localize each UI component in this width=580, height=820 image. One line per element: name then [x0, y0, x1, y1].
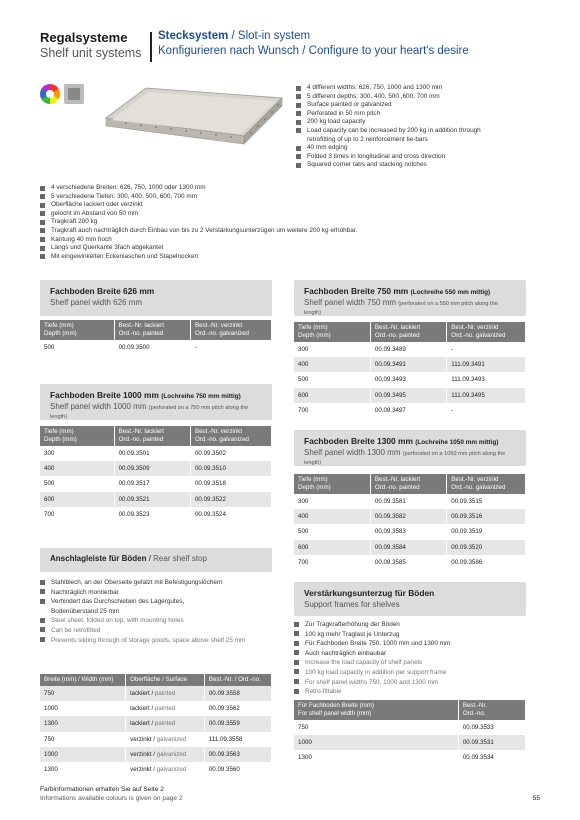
tagline: Konfigurieren nach Wunsch / Configure to your heart's desire [158, 45, 469, 57]
support-frame-header [294, 582, 526, 616]
table-header-row [40, 674, 272, 686]
table-row: 700 00.09.3523 00.09.3524 [40, 507, 272, 522]
column-header: Best.-Nr. Ord.-no. [458, 700, 525, 720]
panel-626-header [40, 280, 272, 316]
list-item: 5 different depths: 300, 400, 500 ,600, 700 mm [296, 93, 546, 102]
list-item: 4 different widths: 626, 750, 1000 and 1300 mm [296, 84, 546, 93]
table-row: 600 00.09.3584 00.09.3520 [294, 540, 526, 555]
column-header: Für Fachboden Breite (mm) For shelf panel width (mm) [294, 700, 458, 720]
panel-750-subtitle: Shelf panel width 750 mm [304, 298, 397, 307]
shelf-stop-title: Anschlagleiste für Böden [50, 554, 147, 563]
list-item: Auch nachträglich einbaubar [294, 649, 534, 659]
panel-1300-title: Fachboden Breite 1300 mm [304, 436, 413, 446]
footer-note-de: Farbinformationen erhalten Sie auf Seite 2 [40, 786, 164, 793]
shelf-panel-image [86, 76, 286, 156]
list-item: Stahlblech, an der Oberseite gefalzt mit Befestigungslöchern [40, 578, 280, 588]
panel-1000-subtitle-note: (perforated on a 750 mm pitch along the length) [50, 405, 249, 420]
list-item: Für Fachboden Breite 750, 1000 mm und 1300 mm [294, 639, 534, 649]
table-row: 500 00.09.3500 - [40, 340, 272, 355]
shelf-stop-header: Anschlagleiste für Böden / Rear shelf stop [40, 548, 272, 572]
panel-750-subtitle-note: (perforated on a 550 mm pitch along the length) [304, 301, 498, 316]
features-list-de [40, 184, 540, 261]
table-row: 500 00.09.3583 00.09.3519 [294, 524, 526, 539]
product-name-en: Slot-in system [237, 30, 311, 42]
panel-626-subtitle: Shelf panel width 626 mm [50, 298, 143, 307]
features-list-en [296, 84, 546, 170]
shelf-stop-table [40, 674, 272, 777]
panel-1300-table [294, 474, 526, 570]
list-item: Zur Tragkrafterhöhung der Böden [294, 620, 534, 630]
list-item: gelocht im Abstand von 50 mm [40, 210, 540, 219]
list-item: 100 kg mehr Traglast je Unterzug [294, 630, 534, 640]
list-item: Can be retrofitted [40, 626, 280, 636]
panel-1000-title: Fachboden Breite 1000 mm [50, 390, 159, 400]
support-frame-title: Verstärkungsunterzug für Böden [304, 588, 435, 598]
support-frame-subtitle: Support frames for shelves [304, 600, 400, 609]
list-item: Surface painted or galvanized [296, 101, 546, 110]
list-item: 100 kg load capacity in addition per support frame [294, 668, 534, 678]
table-row: 600 00.09.3521 00.09.3522 [40, 492, 272, 507]
panel-750-table [294, 322, 526, 418]
column-header: Tiefe (mm) Depth (mm) [294, 474, 370, 494]
list-item: Nachträglich montierbar [40, 588, 280, 598]
table-header-row [294, 700, 526, 720]
column-header: Best.-Nr. verzinkt Ord.-no. galvanized [447, 474, 526, 494]
list-item: Squared corner tabs and stacking notches [296, 161, 546, 170]
list-item-continued: Bodenüberstand 25 mm [51, 607, 120, 615]
table-row: 1000 00.09.3531 [294, 735, 526, 750]
column-header: Best.-Nr. lackiert Ord.-no. painted [114, 426, 190, 446]
list-item: Load capacity can be increased by 200 kg in addition through [296, 127, 546, 136]
panel-750-title-note: (Lochreihe 550 mm mittig) [410, 289, 491, 296]
column-header: Oberfläche / Surface [126, 674, 205, 686]
header-right: Stecksystem / Slot-in system Konfigurieren nach Wunsch / Configure to your heart's desire [158, 30, 469, 57]
list-item: Oberfläche lackiert oder verzinkt [40, 201, 540, 210]
table-header-row [40, 426, 272, 446]
panel-1000-header [40, 384, 272, 420]
list-item: 4 verschiedene Breiten: 626, 750, 1000 oder 1300 mm [40, 184, 540, 193]
list-item: Steel sheet, folded on top, with mounting holes [40, 616, 280, 626]
column-header: Best.-Nr. lackiert Ord.-no. painted [114, 320, 190, 340]
shelf-stop-title-en: Rear shelf stop [153, 554, 207, 563]
shelf-stop-features [40, 578, 280, 645]
panel-750-title: Fachboden Breite 750 mm [304, 286, 409, 296]
column-header: Tiefe (mm) Depth (mm) [294, 322, 370, 342]
table-row: 300 00.09.3501 00.09.3502 [40, 446, 272, 461]
table-row: 1300 lackiert / painted 00.09.3559 [40, 716, 272, 731]
table-row: 750 00.09.3533 [294, 720, 526, 735]
list-item: Mit eingewinkelten Eckenlaschen und Stapelnocken [40, 253, 540, 262]
list-item: 40 mm edging [296, 144, 546, 153]
table-row: 750 lackiert / painted 00.09.3558 [40, 686, 272, 701]
header-divider [150, 32, 152, 62]
header-left [40, 30, 150, 60]
column-header: Best.-Nr. verzinkt Ord.-no. galvanized [190, 426, 271, 446]
panel-1300-subtitle-note: (perforated on a 1050 mm pitch along the length) [304, 451, 506, 466]
table-row: 1000 verzinkt / galvanized 00.09.3563 [40, 747, 272, 762]
panel-1000-subtitle: Shelf panel width 1000 mm [50, 402, 147, 411]
support-frame-features [294, 620, 534, 697]
panel-626-title: Fachboden Breite 626 mm [50, 286, 155, 296]
footer-note-en: Informations available colours is given on page 2 [40, 795, 183, 802]
support-frame-table [294, 700, 526, 766]
list-item: 5 verschiedene Tiefen: 300, 400, 500, 600, 700 mm [40, 193, 540, 202]
column-header: Best.-Nr. verzinkt Ord.-no. galvanized [190, 320, 271, 340]
list-item: Tragkraft 200 kg [40, 218, 540, 227]
list-item: For shelf panel widths 750, 1000 and 1300 mm [294, 678, 534, 688]
column-header: Breite (mm) / Width (mm) [40, 674, 126, 686]
column-header: Best.-Nr. / Ord.-no. [204, 674, 271, 686]
list-item: Folded 3 times in longitudinal and cross direction [296, 153, 546, 162]
table-row: 500 00.09.3517 00.09.3518 [40, 476, 272, 491]
table-header-row [294, 322, 526, 342]
table-header-row [40, 320, 272, 340]
column-header: Tiefe (mm) Depth (mm) [40, 320, 114, 340]
material-icon [64, 84, 84, 104]
panel-1300-title-note: (Lochreihe 1050 mm mittig) [415, 439, 499, 446]
table-row: 700 00.09.3497 - [294, 403, 526, 418]
panel-1000-title-note: (Lochreihe 750 mm mittig) [161, 393, 241, 400]
table-row: 400 00.09.3509 00.09.3510 [40, 461, 272, 476]
list-item: Perforated in 50 mm pitch [296, 110, 546, 119]
panel-1300-header [294, 430, 526, 466]
list-item: 200 kg load capacity [296, 118, 546, 127]
table-row: 700 00.09.3585 00.09.3586 [294, 555, 526, 570]
list-item: Tragkraft auch nachträglich durch Einbau von bis zu 2 Verstärkungsunterzügen um weitere 200 kg erhöhbar. [40, 227, 540, 236]
page-subtitle: Shelf unit systems [40, 46, 142, 60]
table-row: 400 00.09.3582 00.09.3516 [294, 509, 526, 524]
column-header: Best.-Nr. lackiert Ord.-no. painted [370, 322, 446, 342]
list-item: Retro-fittable [294, 687, 534, 697]
page-title: Regalsysteme [40, 30, 128, 45]
list-item-continued: retrofitting of up to 2 reinforcement tie-bars [307, 135, 428, 143]
table-row: 600 00.09.3495 111.09.3495 [294, 388, 526, 403]
column-header: Best.-Nr. verzinkt Ord.-no. galvanized [447, 322, 526, 342]
panel-750-header [294, 280, 526, 316]
panel-1000-table [40, 426, 272, 522]
table-row: 1000 lackiert / painted 00.09.3562 [40, 701, 272, 716]
panel-1300-subtitle: Shelf panel width 1300 mm [304, 448, 401, 457]
table-row: 1300 00.09.3534 [294, 750, 526, 765]
table-header-row [294, 474, 526, 494]
list-item: Verhindert das Durchschieben des Lagergutes, [40, 597, 280, 607]
table-row: 400 00.09.3491 111.09.3491 [294, 357, 526, 372]
list-item: Kantung 40 mm hoch [40, 236, 540, 245]
table-row: 300 00.09.3489 - [294, 342, 526, 357]
page-number: 55 [532, 795, 540, 802]
product-name-de: Stecksystem [158, 30, 229, 42]
table-row: 300 00.09.3581 00.09.3515 [294, 494, 526, 509]
table-row: 500 00.09.3493 111.09.3493 [294, 372, 526, 387]
table-row: 750 verzinkt / galvanized 111.09.3558 [40, 732, 272, 747]
table-row: 1300 verzinkt / galvanized 00.09.3560 [40, 762, 272, 777]
panel-626-table [40, 320, 272, 355]
list-item: Prevents sliding through of storage goods, space above shelf 25 mm [40, 636, 280, 646]
list-item: Increase the load capacity of shelf panels [294, 658, 534, 668]
color-wheel-icon [40, 84, 60, 104]
column-header: Best.-Nr. lackiert Ord.-no. painted [370, 474, 446, 494]
list-item: Längs und Querkante 3fach abgekantet [40, 244, 540, 253]
column-header: Tiefe (mm) Depth (mm) [40, 426, 114, 446]
